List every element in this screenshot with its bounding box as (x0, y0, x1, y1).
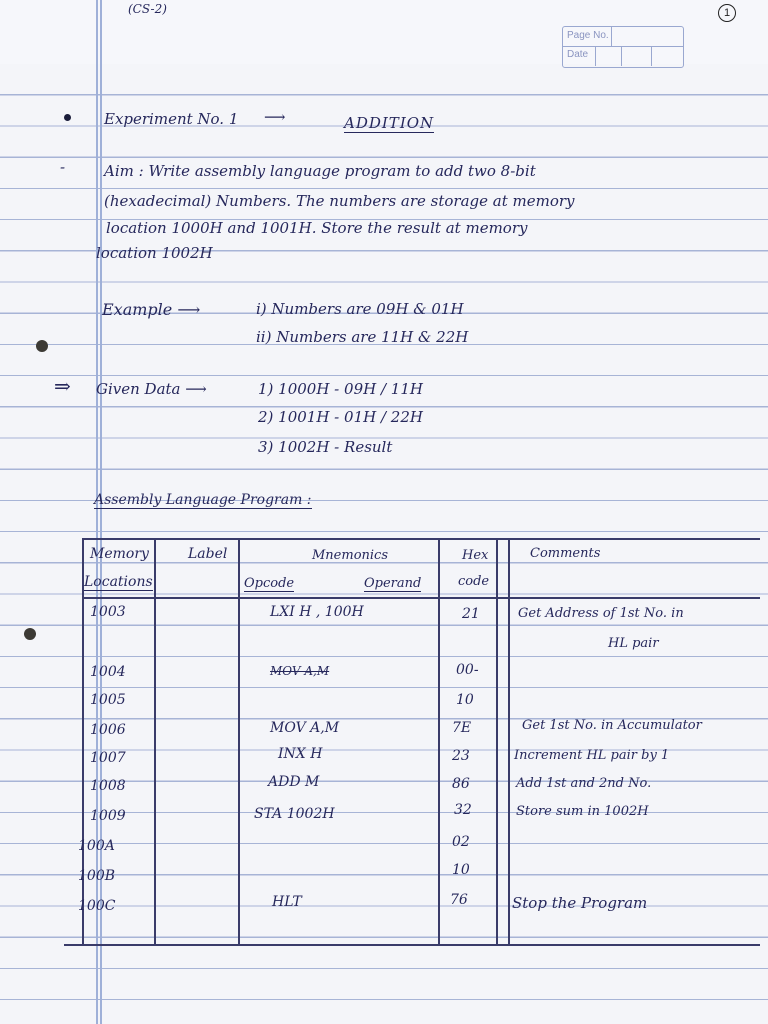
memory-location: 1006 (90, 722, 126, 738)
page-date-box (562, 26, 684, 68)
table-rule (508, 538, 510, 944)
mnemonic: INX H (278, 746, 323, 762)
comment: Add 1st and 2nd No. (516, 776, 652, 791)
aim-line-1: Aim : Write assembly language program to add two 8-bit (104, 162, 536, 180)
hex-code: 32 (454, 802, 472, 818)
table-rule (154, 538, 156, 944)
memory-location: 100B (78, 868, 116, 884)
col-header-mnemonics: Mnemonics (312, 548, 389, 563)
experiment-title: ADDITION (344, 114, 435, 132)
given-item-3: 3) 1002H - Result (258, 438, 393, 456)
bullet (64, 114, 71, 121)
col-header-locations: Locations (84, 574, 153, 590)
aim-line-3: location 1000H and 1001H. Store the result at memory (106, 219, 528, 237)
comment: Increment HL pair by 1 (514, 748, 670, 763)
hex-code: 76 (450, 892, 468, 908)
col-header-comments: Comments (530, 546, 601, 561)
page-number: 1 (718, 4, 736, 22)
mnemonic: STA 1002H (254, 806, 335, 822)
hex-code: 02 (452, 834, 470, 850)
col-header-label: Label (188, 546, 228, 562)
date-label: Date (567, 49, 589, 60)
mnemonic: LXI H , 100H (270, 604, 364, 620)
aim-line-2: (hexadecimal) Numbers. The numbers are storage at memory (104, 192, 575, 210)
corner-note: (CS-2) (128, 2, 167, 16)
hex-code: 10 (456, 692, 474, 708)
experiment-label: Experiment No. 1 (104, 110, 239, 128)
comment: Stop the Program (512, 894, 648, 912)
memory-location: 1005 (90, 692, 126, 708)
memory-location: 1008 (90, 778, 126, 794)
hex-code: 10 (452, 862, 470, 878)
memory-location: 100C (78, 898, 116, 914)
binder-hole (24, 628, 36, 640)
comment-cont: HL pair (608, 636, 659, 651)
example-item-1: i) Numbers are 09H & 01H (256, 300, 464, 318)
memory-location: 1004 (90, 664, 126, 680)
col-header-code: code (458, 574, 490, 589)
experiment-arrow: ⟶ (264, 108, 286, 126)
hex-code: 23 (452, 748, 470, 764)
hex-code: 00- (456, 662, 479, 678)
given-item-1: 1) 1000H - 09H / 11H (258, 380, 423, 398)
memory-location: 1007 (90, 750, 126, 766)
memory-location: 1003 (90, 604, 126, 620)
table-rule (238, 538, 240, 944)
aim-dash: - (60, 158, 66, 176)
mnemonic: HLT (272, 894, 302, 910)
memory-location: 100A (78, 838, 115, 854)
table-rule (496, 538, 498, 944)
aim-line-4: location 1002H (96, 244, 213, 262)
comment: Get Address of 1st No. in (518, 606, 684, 621)
mnemonic: MOV A,M (270, 720, 340, 736)
program-heading: Assembly Language Program : (94, 492, 312, 508)
col-header-operand: Operand (364, 576, 422, 591)
hex-code: 21 (462, 606, 480, 622)
comment: Store sum in 1002H (516, 804, 649, 819)
given-item-2: 2) 1001H - 01H / 22H (258, 408, 423, 426)
hex-code: 7E (452, 720, 472, 736)
given-label: Given Data ⟶ (96, 380, 207, 398)
memory-location: 1009 (90, 808, 126, 824)
table-rule (64, 944, 760, 946)
col-header-memory: Memory (90, 546, 149, 562)
page-no-label: Page No. (567, 30, 609, 41)
table-rule (82, 538, 760, 540)
binder-hole (36, 340, 48, 352)
example-label: Example ⟶ (102, 300, 201, 319)
mnemonic: MOV A,M (270, 664, 330, 678)
comment: Get 1st No. in Accumulator (522, 718, 702, 733)
hex-code: 86 (452, 776, 470, 792)
col-header-hex: Hex (462, 548, 489, 563)
table-rule (82, 597, 760, 599)
col-header-opcode: Opcode (244, 576, 295, 591)
given-arrow: ⇒ (54, 374, 71, 398)
table-rule (438, 538, 440, 944)
example-item-2: ii) Numbers are 11H & 22H (256, 328, 469, 346)
mnemonic: ADD M (268, 774, 320, 790)
